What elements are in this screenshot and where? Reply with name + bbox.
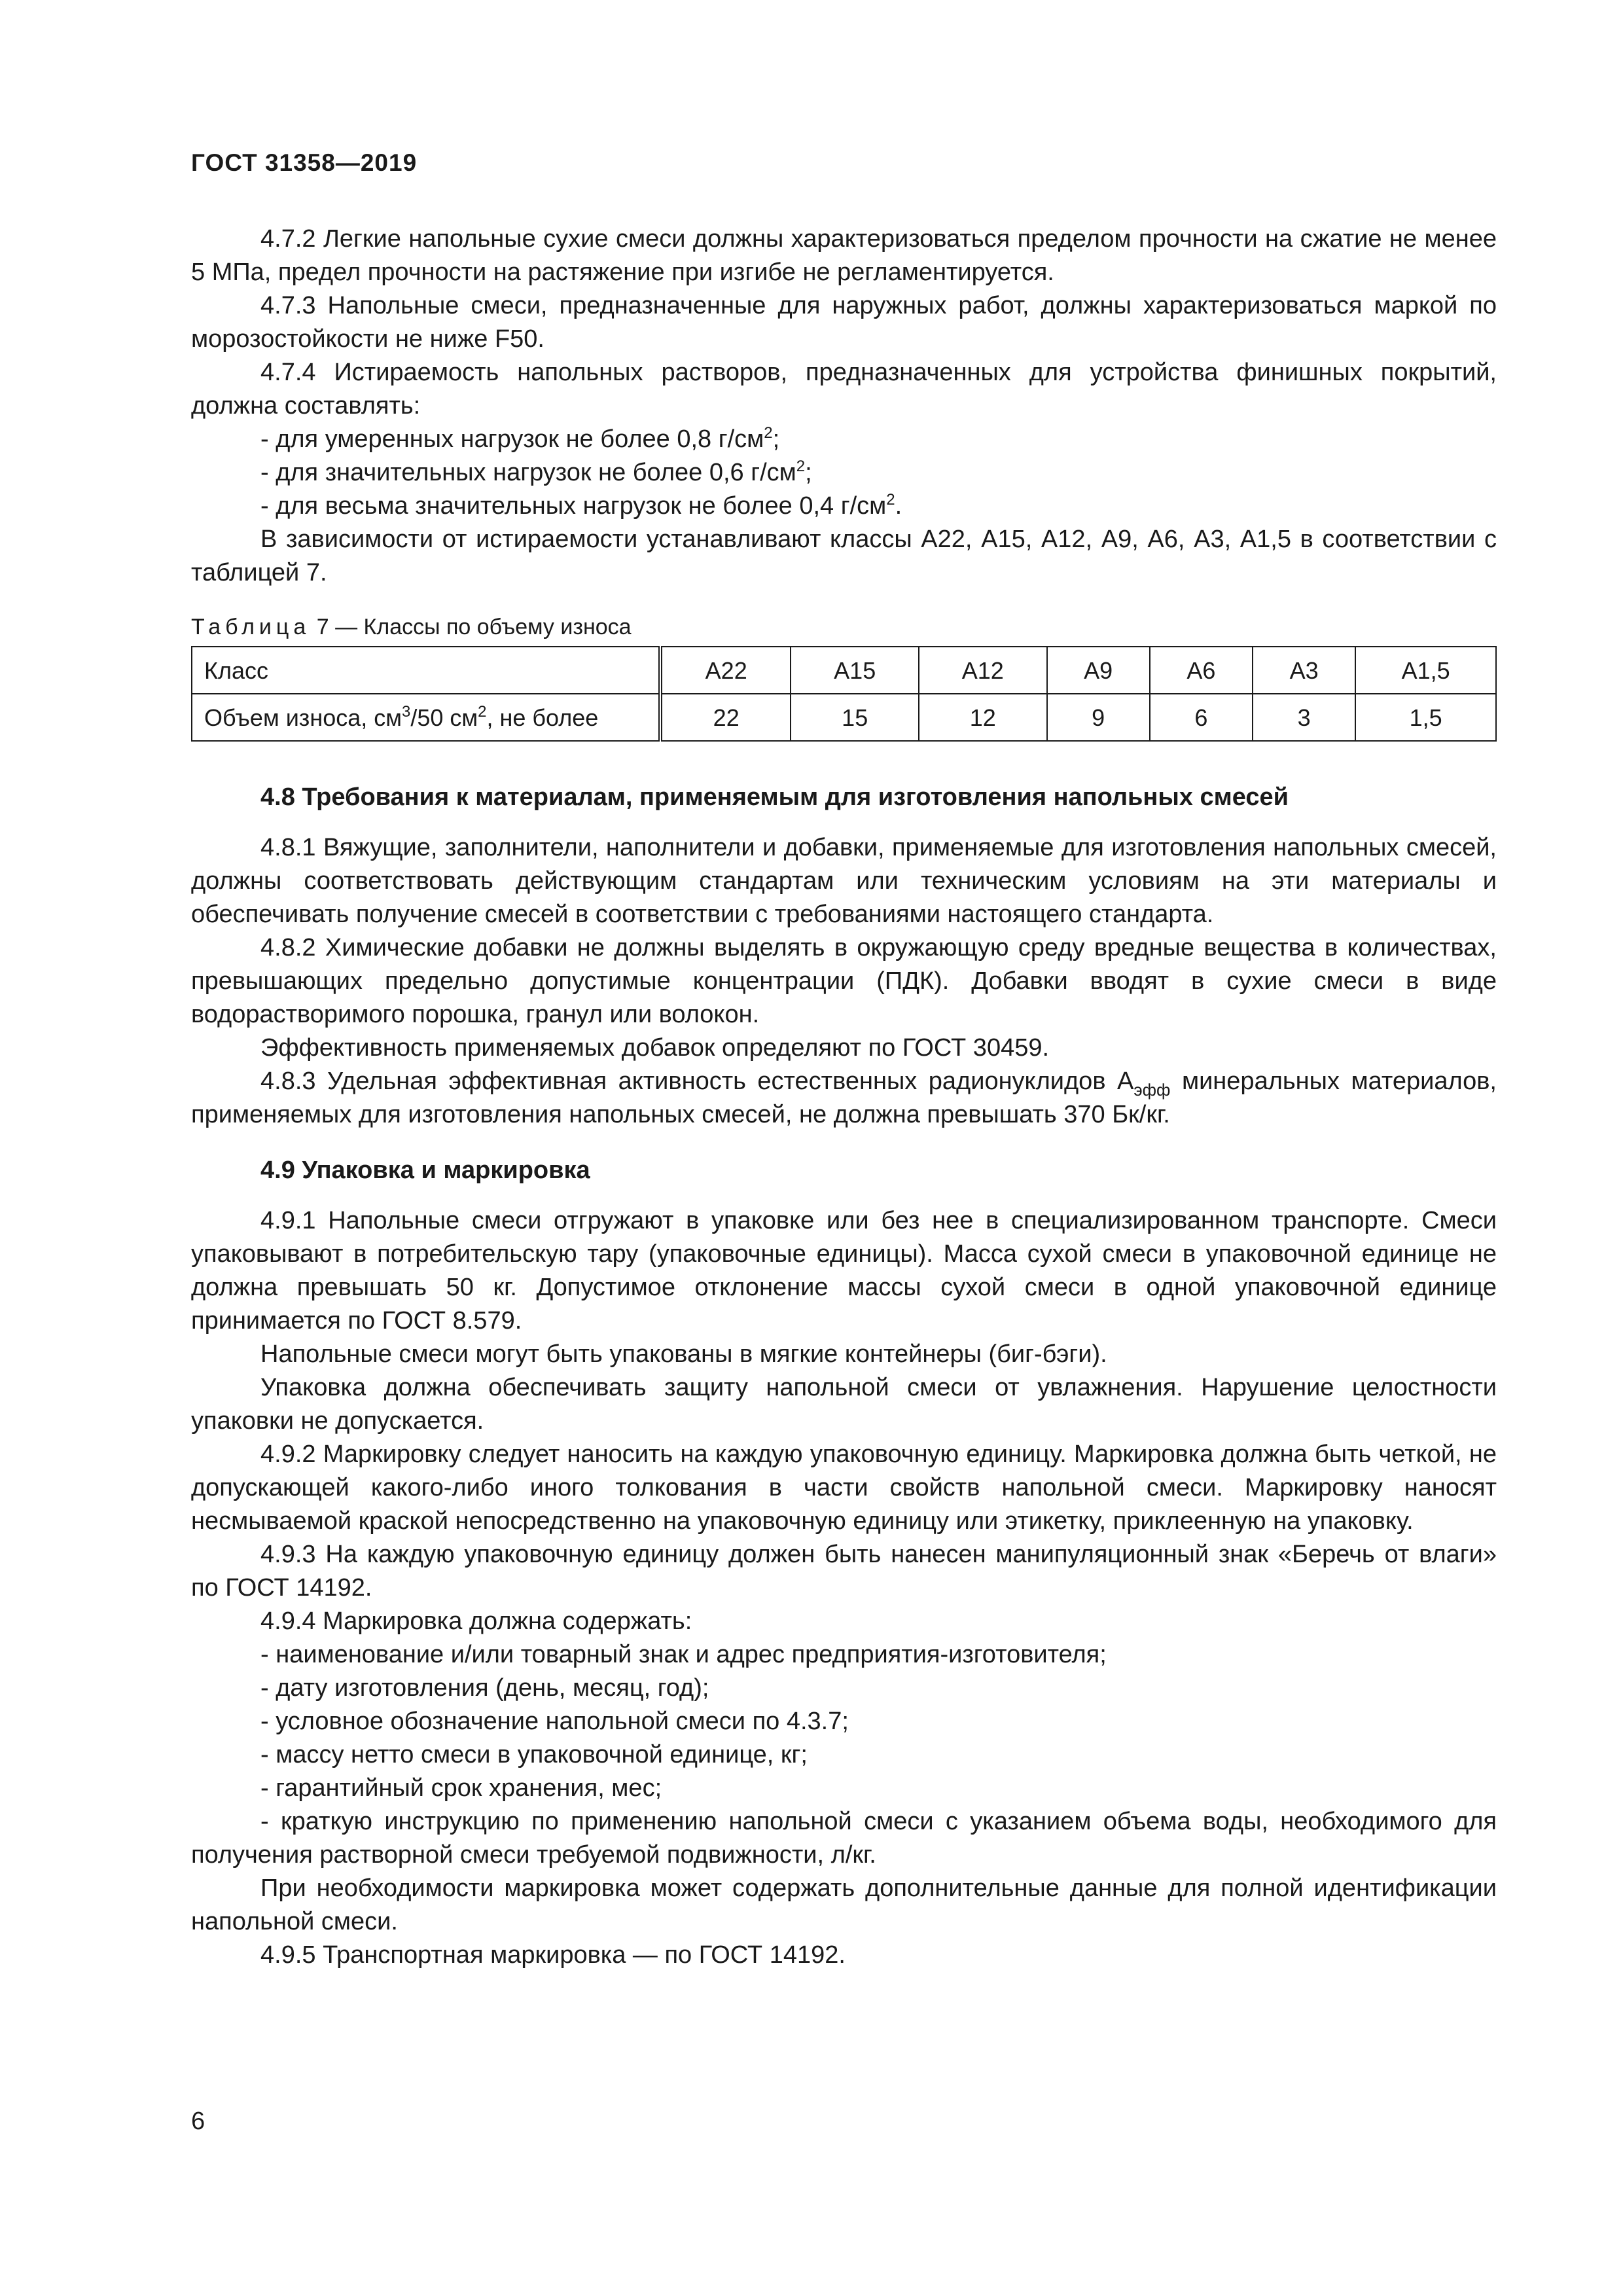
paragraph-4-9-5: 4.9.5 Транспортная маркировка — по ГОСТ 14192. <box>260 1941 846 1969</box>
paragraph-4-9-1: 4.9.1 Напольные смеси отгружают в упаковке или без нее в специализированном транспорте. Смеси упаковывают в потребительскую тару (упаковочные единицы). Масса сухой смеси в упаковочной единице не должна превышать 50 кг. Допустимое отклонение массы сухой смеси в одной упаковочной единице принимается по ГОСТ 8.579. <box>191 1207 1497 1335</box>
table-cell: А12 <box>919 647 1047 694</box>
page-number: 6 <box>191 2108 205 2135</box>
paragraph-4-7-2: 4.7.2 Легкие напольные сухие смеси должны характеризоваться пределом прочности на сжатие не менее 5 МПа, предел прочности на растяжение при изгибе не регламентируется. <box>191 225 1497 286</box>
table-cell: 6 <box>1150 694 1253 741</box>
table-cell: 1,5 <box>1355 694 1496 741</box>
paragraph-additives-efficiency: Эффективность применяемых добавок определяют по ГОСТ 30459. <box>260 1034 1050 1062</box>
table-cell: А15 <box>791 647 919 694</box>
table-cell: А22 <box>660 647 791 694</box>
paragraph-4-9-3: 4.9.3 На каждую упаковочную единицу должен быть нанесен манипуляционный знак «Беречь от влаги» по ГОСТ 14192. <box>191 1541 1497 1602</box>
paragraph-4-8-1: 4.8.1 Вяжущие, заполнители, наполнители и добавки, применяемые для изготовления напольных смесей, должны соответствовать действующим стандартам или техническим условиям на эти материалы и обеспечивать получение смесей в соответствии с требованиями настоящего стандарта. <box>191 834 1497 928</box>
document-header: ГОСТ 31358—2019 <box>191 149 418 176</box>
list-item-abrasion-very-significant: - для весьма значительных нагрузок не более 0,4 $г/см^2$. <box>260 491 902 520</box>
list-item-marking: - массу нетто смеси в упаковочной единице, кг; <box>260 1741 808 1768</box>
list-item-marking: - дату изготовления (день, месяц, год); <box>260 1674 709 1702</box>
document-page <box>191 0 1497 2296</box>
table-row-wear-volume <box>192 694 1496 741</box>
table-row-label: Класс <box>192 647 660 694</box>
table-7-caption: Таблица 7 — Классы по объему износа <box>191 615 632 639</box>
list-item-abrasion-significant: - для значительных нагрузок не более 0,6 $г/см^2$; <box>260 457 812 486</box>
paragraph-4-8-2: 4.8.2 Химические добавки не должны выделять в окружающую среду вредные вещества в количествах, превышающих предельно допустимые концентрации (ПДК). Добавки вводят в сухие смеси в виде водорастворимого порошка, гранул или волокон. <box>191 934 1497 1028</box>
section-heading-4-9: 4.9 Упаковка и маркировка <box>260 1157 590 1184</box>
table-cell: А6 <box>1150 647 1253 694</box>
paragraph-4-8-3: 4.8.3 Удельная эффективная активность естественных радионуклидов $А_{эфф}$ минеральных материалов, применяемых для изготовления напольных смесей, не должна превышать 370 Бк/кг. <box>191 1067 1497 1128</box>
table-cell: А1,5 <box>1355 647 1496 694</box>
list-item-abrasion-moderate: - для умеренных нагрузок не более 0,8 $г/см^2$; <box>260 424 780 453</box>
table-cell: 22 <box>660 694 791 741</box>
list-item-marking-instructions: - краткую инструкцию по применению напольной смеси с указанием объема воды, необходимого для получения растворной смеси требуемой подвижности, л/кг. <box>191 1808 1497 1869</box>
table-cell: 15 <box>791 694 919 741</box>
section-heading-4-8: 4.8 Требования к материалам, применяемым для изготовления напольных смесей <box>260 783 1289 811</box>
paragraph-big-bags: Напольные смеси могут быть упакованы в мягкие контейнеры (биг-бэги). <box>260 1340 1107 1368</box>
paragraph-additional-data: При необходимости маркировка может содержать дополнительные данные для полной идентификации напольной смеси. <box>191 1874 1497 1935</box>
table-row-label: Объем износа, $см^3/50$ $см^2$, не более <box>192 694 660 741</box>
paragraph-packaging-protection: Упаковка должна обеспечивать защиту напольной смеси от увлажнения. Нарушение целостности упаковки не допускается. <box>191 1374 1497 1435</box>
table-cell: А3 <box>1253 647 1355 694</box>
table-cell: 12 <box>919 694 1047 741</box>
list-item-marking: - условное обозначение напольной смеси по 4.3.7; <box>260 1708 849 1735</box>
paragraph-4-7-3: 4.7.3 Напольные смеси, предназначенные для наружных работ, должны характеризоваться маркой по морозостойкости не ниже F50. <box>191 292 1497 353</box>
paragraph-abrasion-classes: В зависимости от истираемости устанавливают классы А22, А15, А12, А9, А6, А3, А1,5 в соответствии с таблицей 7. <box>191 526 1497 586</box>
table-cell: 9 <box>1047 694 1150 741</box>
paragraph-4-7-4: 4.7.4 Истираемость напольных растворов, предназначенных для устройства финишных покрытий, должна составлять: <box>191 359 1497 420</box>
list-item-marking: - наименование и/или товарный знак и адрес предприятия-изготовителя; <box>260 1641 1107 1668</box>
table-cell: 3 <box>1253 694 1355 741</box>
paragraph-4-9-4: 4.9.4 Маркировка должна содержать: <box>260 1607 692 1635</box>
list-item-marking: - гарантийный срок хранения, мес; <box>260 1774 662 1802</box>
document-body <box>191 223 1497 1972</box>
table-7-wear-classes <box>191 646 1497 742</box>
table-row-class <box>192 647 1496 694</box>
paragraph-4-9-2: 4.9.2 Маркировку следует наносить на каждую упаковочную единицу. Маркировка должна быть четкой, не допускающей какого-либо иного толкования в части свойств напольной смеси. Маркировку наносят несмываемой краской непосредственно на упаковочную единицу или этикетку, приклеенную на упаковку. <box>191 1441 1497 1535</box>
table-cell: А9 <box>1047 647 1150 694</box>
